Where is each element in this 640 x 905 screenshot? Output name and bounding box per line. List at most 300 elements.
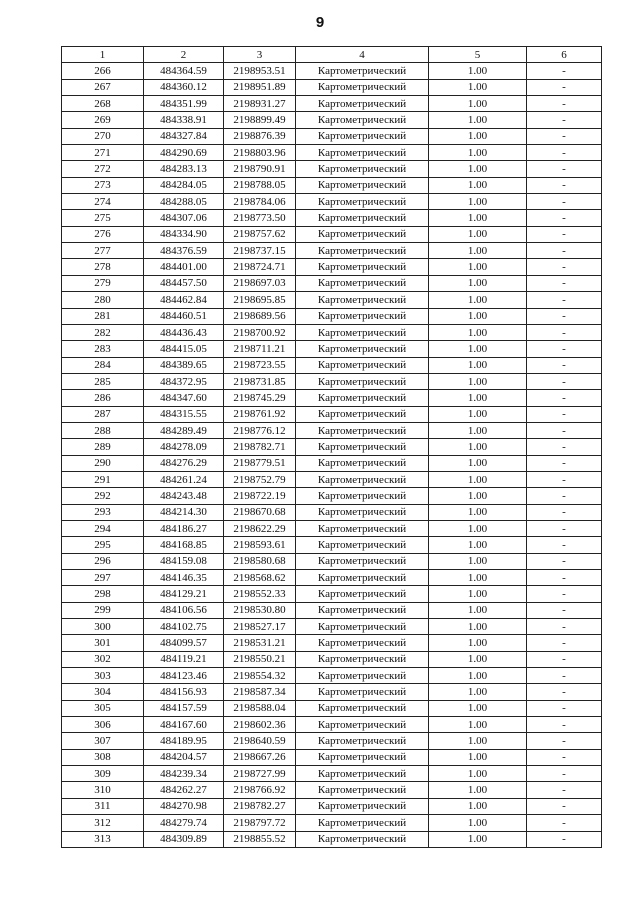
method-cell: Картометрический	[296, 243, 429, 259]
method-cell: Картометрический	[296, 226, 429, 242]
point-number-cell: 269	[62, 112, 144, 128]
x-coordinate-cell: 484189.95	[144, 733, 224, 749]
point-number-cell: 283	[62, 341, 144, 357]
description-cell: -	[527, 79, 602, 95]
x-coordinate-cell: 484239.34	[144, 766, 224, 782]
coordinates-table	[61, 46, 602, 848]
point-number-cell: 300	[62, 619, 144, 635]
point-number-cell: 282	[62, 324, 144, 340]
method-cell: Картометрический	[296, 717, 429, 733]
x-coordinate-cell: 484309.89	[144, 831, 224, 847]
point-number-cell: 297	[62, 570, 144, 586]
accuracy-cell: 1.00	[429, 668, 527, 684]
description-cell: -	[527, 749, 602, 765]
y-coordinate-cell: 2198587.34	[224, 684, 296, 700]
point-number-cell: 274	[62, 194, 144, 210]
point-number-cell: 311	[62, 798, 144, 814]
description-cell: -	[527, 390, 602, 406]
x-coordinate-cell: 484364.59	[144, 63, 224, 79]
method-cell: Картометрический	[296, 471, 429, 487]
point-number-cell: 292	[62, 488, 144, 504]
table-row	[62, 177, 602, 193]
y-coordinate-cell: 2198784.06	[224, 194, 296, 210]
x-coordinate-cell: 484460.51	[144, 308, 224, 324]
table-row	[62, 161, 602, 177]
method-cell: Картометрический	[296, 112, 429, 128]
x-coordinate-cell: 484290.69	[144, 145, 224, 161]
description-cell: -	[527, 194, 602, 210]
description-cell: -	[527, 341, 602, 357]
table-row	[62, 439, 602, 455]
y-coordinate-cell: 2198788.05	[224, 177, 296, 193]
point-number-cell: 275	[62, 210, 144, 226]
y-coordinate-cell: 2198899.49	[224, 112, 296, 128]
point-number-cell: 308	[62, 749, 144, 765]
x-coordinate-cell: 484289.49	[144, 422, 224, 438]
point-number-cell: 302	[62, 651, 144, 667]
x-coordinate-cell: 484159.08	[144, 553, 224, 569]
description-cell: -	[527, 537, 602, 553]
x-coordinate-cell: 484401.00	[144, 259, 224, 275]
x-coordinate-cell: 484327.84	[144, 128, 224, 144]
point-number-cell: 309	[62, 766, 144, 782]
description-cell: -	[527, 520, 602, 536]
y-coordinate-cell: 2198731.85	[224, 373, 296, 389]
column-header: 5	[429, 47, 527, 63]
table-row	[62, 324, 602, 340]
y-coordinate-cell: 2198593.61	[224, 537, 296, 553]
description-cell: -	[527, 357, 602, 373]
table-row	[62, 553, 602, 569]
table-header-row	[62, 47, 602, 63]
table-row	[62, 292, 602, 308]
y-coordinate-cell: 2198782.27	[224, 798, 296, 814]
y-coordinate-cell: 2198790.91	[224, 161, 296, 177]
description-cell: -	[527, 112, 602, 128]
description-cell: -	[527, 684, 602, 700]
table-row	[62, 619, 602, 635]
y-coordinate-cell: 2198695.85	[224, 292, 296, 308]
description-cell: -	[527, 96, 602, 112]
y-coordinate-cell: 2198550.21	[224, 651, 296, 667]
accuracy-cell: 1.00	[429, 439, 527, 455]
accuracy-cell: 1.00	[429, 782, 527, 798]
y-coordinate-cell: 2198951.89	[224, 79, 296, 95]
table-row	[62, 651, 602, 667]
description-cell: -	[527, 668, 602, 684]
y-coordinate-cell: 2198670.68	[224, 504, 296, 520]
accuracy-cell: 1.00	[429, 128, 527, 144]
x-coordinate-cell: 484376.59	[144, 243, 224, 259]
accuracy-cell: 1.00	[429, 259, 527, 275]
accuracy-cell: 1.00	[429, 651, 527, 667]
description-cell: -	[527, 700, 602, 716]
accuracy-cell: 1.00	[429, 145, 527, 161]
x-coordinate-cell: 484119.21	[144, 651, 224, 667]
table-row	[62, 275, 602, 291]
point-number-cell: 285	[62, 373, 144, 389]
accuracy-cell: 1.00	[429, 635, 527, 651]
table-row	[62, 210, 602, 226]
table-row	[62, 96, 602, 112]
y-coordinate-cell: 2198803.96	[224, 145, 296, 161]
y-coordinate-cell: 2198554.32	[224, 668, 296, 684]
accuracy-cell: 1.00	[429, 292, 527, 308]
point-number-cell: 286	[62, 390, 144, 406]
table-row	[62, 635, 602, 651]
method-cell: Картометрический	[296, 308, 429, 324]
x-coordinate-cell: 484099.57	[144, 635, 224, 651]
table-row	[62, 422, 602, 438]
x-coordinate-cell: 484288.05	[144, 194, 224, 210]
method-cell: Картометрический	[296, 194, 429, 210]
method-cell: Картометрический	[296, 684, 429, 700]
x-coordinate-cell: 484168.85	[144, 537, 224, 553]
accuracy-cell: 1.00	[429, 308, 527, 324]
method-cell: Картометрический	[296, 570, 429, 586]
method-cell: Картометрический	[296, 733, 429, 749]
description-cell: -	[527, 782, 602, 798]
description-cell: -	[527, 504, 602, 520]
point-number-cell: 276	[62, 226, 144, 242]
y-coordinate-cell: 2198531.21	[224, 635, 296, 651]
table-row	[62, 602, 602, 618]
point-number-cell: 307	[62, 733, 144, 749]
y-coordinate-cell: 2198855.52	[224, 831, 296, 847]
description-cell: -	[527, 733, 602, 749]
table-row	[62, 537, 602, 553]
x-coordinate-cell: 484351.99	[144, 96, 224, 112]
y-coordinate-cell: 2198752.79	[224, 471, 296, 487]
y-coordinate-cell: 2198797.72	[224, 815, 296, 831]
description-cell: -	[527, 161, 602, 177]
method-cell: Картометрический	[296, 259, 429, 275]
x-coordinate-cell: 484338.91	[144, 112, 224, 128]
accuracy-cell: 1.00	[429, 700, 527, 716]
accuracy-cell: 1.00	[429, 717, 527, 733]
table-row	[62, 488, 602, 504]
accuracy-cell: 1.00	[429, 798, 527, 814]
method-cell: Картометрический	[296, 96, 429, 112]
description-cell: -	[527, 145, 602, 161]
method-cell: Картометрический	[296, 292, 429, 308]
description-cell: -	[527, 292, 602, 308]
method-cell: Картометрический	[296, 766, 429, 782]
method-cell: Картометрический	[296, 210, 429, 226]
accuracy-cell: 1.00	[429, 406, 527, 422]
y-coordinate-cell: 2198757.62	[224, 226, 296, 242]
x-coordinate-cell: 484279.74	[144, 815, 224, 831]
accuracy-cell: 1.00	[429, 341, 527, 357]
x-coordinate-cell: 484360.12	[144, 79, 224, 95]
method-cell: Картометрический	[296, 439, 429, 455]
table-row	[62, 226, 602, 242]
y-coordinate-cell: 2198530.80	[224, 602, 296, 618]
table-row	[62, 373, 602, 389]
accuracy-cell: 1.00	[429, 520, 527, 536]
y-coordinate-cell: 2198876.39	[224, 128, 296, 144]
column-header: 1	[62, 47, 144, 63]
x-coordinate-cell: 484389.65	[144, 357, 224, 373]
x-coordinate-cell: 484415.05	[144, 341, 224, 357]
method-cell: Картометрический	[296, 161, 429, 177]
method-cell: Картометрический	[296, 488, 429, 504]
description-cell: -	[527, 63, 602, 79]
accuracy-cell: 1.00	[429, 96, 527, 112]
y-coordinate-cell: 2198697.03	[224, 275, 296, 291]
accuracy-cell: 1.00	[429, 275, 527, 291]
x-coordinate-cell: 484372.95	[144, 373, 224, 389]
x-coordinate-cell: 484276.29	[144, 455, 224, 471]
table-row	[62, 194, 602, 210]
y-coordinate-cell: 2198931.27	[224, 96, 296, 112]
x-coordinate-cell: 484156.93	[144, 684, 224, 700]
method-cell: Картометрический	[296, 586, 429, 602]
accuracy-cell: 1.00	[429, 194, 527, 210]
y-coordinate-cell: 2198640.59	[224, 733, 296, 749]
point-number-cell: 310	[62, 782, 144, 798]
x-coordinate-cell: 484167.60	[144, 717, 224, 733]
point-number-cell: 293	[62, 504, 144, 520]
description-cell: -	[527, 439, 602, 455]
accuracy-cell: 1.00	[429, 504, 527, 520]
accuracy-cell: 1.00	[429, 553, 527, 569]
method-cell: Картометрический	[296, 668, 429, 684]
table-row	[62, 128, 602, 144]
table-row	[62, 749, 602, 765]
y-coordinate-cell: 2198766.92	[224, 782, 296, 798]
table-row	[62, 570, 602, 586]
accuracy-cell: 1.00	[429, 766, 527, 782]
y-coordinate-cell: 2198602.36	[224, 717, 296, 733]
y-coordinate-cell: 2198700.92	[224, 324, 296, 340]
point-number-cell: 288	[62, 422, 144, 438]
method-cell: Картометрический	[296, 341, 429, 357]
table-row	[62, 308, 602, 324]
accuracy-cell: 1.00	[429, 815, 527, 831]
column-header: 6	[527, 47, 602, 63]
description-cell: -	[527, 406, 602, 422]
y-coordinate-cell: 2198737.15	[224, 243, 296, 259]
point-number-cell: 277	[62, 243, 144, 259]
method-cell: Картометрический	[296, 177, 429, 193]
method-cell: Картометрический	[296, 406, 429, 422]
accuracy-cell: 1.00	[429, 357, 527, 373]
table-row	[62, 700, 602, 716]
method-cell: Картометрический	[296, 831, 429, 847]
accuracy-cell: 1.00	[429, 422, 527, 438]
point-number-cell: 284	[62, 357, 144, 373]
y-coordinate-cell: 2198724.71	[224, 259, 296, 275]
table-row	[62, 455, 602, 471]
description-cell: -	[527, 602, 602, 618]
description-cell: -	[527, 373, 602, 389]
x-coordinate-cell: 484307.06	[144, 210, 224, 226]
point-number-cell: 287	[62, 406, 144, 422]
description-cell: -	[527, 275, 602, 291]
method-cell: Картометрический	[296, 324, 429, 340]
method-cell: Картометрический	[296, 422, 429, 438]
table-row	[62, 79, 602, 95]
accuracy-cell: 1.00	[429, 831, 527, 847]
accuracy-cell: 1.00	[429, 210, 527, 226]
accuracy-cell: 1.00	[429, 488, 527, 504]
description-cell: -	[527, 308, 602, 324]
y-coordinate-cell: 2198953.51	[224, 63, 296, 79]
y-coordinate-cell: 2198776.12	[224, 422, 296, 438]
table-row	[62, 668, 602, 684]
point-number-cell: 296	[62, 553, 144, 569]
table-row	[62, 341, 602, 357]
method-cell: Картометрический	[296, 815, 429, 831]
method-cell: Картометрический	[296, 373, 429, 389]
y-coordinate-cell: 2198580.68	[224, 553, 296, 569]
description-cell: -	[527, 619, 602, 635]
description-cell: -	[527, 635, 602, 651]
table-body	[62, 63, 602, 848]
y-coordinate-cell: 2198782.71	[224, 439, 296, 455]
accuracy-cell: 1.00	[429, 390, 527, 406]
x-coordinate-cell: 484243.48	[144, 488, 224, 504]
accuracy-cell: 1.00	[429, 684, 527, 700]
description-cell: -	[527, 831, 602, 847]
method-cell: Картометрический	[296, 504, 429, 520]
table-row	[62, 63, 602, 79]
description-cell: -	[527, 243, 602, 259]
y-coordinate-cell: 2198552.33	[224, 586, 296, 602]
table-row	[62, 243, 602, 259]
method-cell: Картометрический	[296, 79, 429, 95]
point-number-cell: 270	[62, 128, 144, 144]
x-coordinate-cell: 484146.35	[144, 570, 224, 586]
method-cell: Картометрический	[296, 700, 429, 716]
x-coordinate-cell: 484334.90	[144, 226, 224, 242]
point-number-cell: 299	[62, 602, 144, 618]
point-number-cell: 304	[62, 684, 144, 700]
point-number-cell: 291	[62, 471, 144, 487]
table-row	[62, 733, 602, 749]
x-coordinate-cell: 484347.60	[144, 390, 224, 406]
accuracy-cell: 1.00	[429, 455, 527, 471]
method-cell: Картометрический	[296, 537, 429, 553]
method-cell: Картометрический	[296, 782, 429, 798]
x-coordinate-cell: 484457.50	[144, 275, 224, 291]
page-number: 9	[315, 14, 325, 31]
x-coordinate-cell: 484157.59	[144, 700, 224, 716]
method-cell: Картометрический	[296, 651, 429, 667]
y-coordinate-cell: 2198588.04	[224, 700, 296, 716]
point-number-cell: 271	[62, 145, 144, 161]
point-number-cell: 298	[62, 586, 144, 602]
column-header: 3	[224, 47, 296, 63]
point-number-cell: 295	[62, 537, 144, 553]
table-row	[62, 782, 602, 798]
y-coordinate-cell: 2198773.50	[224, 210, 296, 226]
table-row	[62, 717, 602, 733]
point-number-cell: 290	[62, 455, 144, 471]
y-coordinate-cell: 2198667.26	[224, 749, 296, 765]
y-coordinate-cell: 2198722.19	[224, 488, 296, 504]
description-cell: -	[527, 815, 602, 831]
method-cell: Картометрический	[296, 145, 429, 161]
accuracy-cell: 1.00	[429, 324, 527, 340]
method-cell: Картометрический	[296, 275, 429, 291]
table-row	[62, 766, 602, 782]
accuracy-cell: 1.00	[429, 373, 527, 389]
accuracy-cell: 1.00	[429, 570, 527, 586]
description-cell: -	[527, 324, 602, 340]
description-cell: -	[527, 798, 602, 814]
description-cell: -	[527, 226, 602, 242]
accuracy-cell: 1.00	[429, 619, 527, 635]
description-cell: -	[527, 471, 602, 487]
accuracy-cell: 1.00	[429, 161, 527, 177]
method-cell: Картометрический	[296, 749, 429, 765]
point-number-cell: 294	[62, 520, 144, 536]
point-number-cell: 278	[62, 259, 144, 275]
point-number-cell: 267	[62, 79, 144, 95]
description-cell: -	[527, 717, 602, 733]
point-number-cell: 313	[62, 831, 144, 847]
y-coordinate-cell: 2198723.55	[224, 357, 296, 373]
method-cell: Картометрический	[296, 128, 429, 144]
description-cell: -	[527, 586, 602, 602]
table-row	[62, 504, 602, 520]
accuracy-cell: 1.00	[429, 471, 527, 487]
description-cell: -	[527, 128, 602, 144]
y-coordinate-cell: 2198745.29	[224, 390, 296, 406]
y-coordinate-cell: 2198761.92	[224, 406, 296, 422]
point-number-cell: 280	[62, 292, 144, 308]
x-coordinate-cell: 484262.27	[144, 782, 224, 798]
method-cell: Картометрический	[296, 602, 429, 618]
y-coordinate-cell: 2198622.29	[224, 520, 296, 536]
description-cell: -	[527, 177, 602, 193]
x-coordinate-cell: 484204.57	[144, 749, 224, 765]
table-row	[62, 112, 602, 128]
point-number-cell: 273	[62, 177, 144, 193]
table-row	[62, 520, 602, 536]
method-cell: Картометрический	[296, 635, 429, 651]
description-cell: -	[527, 488, 602, 504]
accuracy-cell: 1.00	[429, 112, 527, 128]
description-cell: -	[527, 651, 602, 667]
table-row	[62, 357, 602, 373]
point-number-cell: 266	[62, 63, 144, 79]
x-coordinate-cell: 484315.55	[144, 406, 224, 422]
y-coordinate-cell: 2198527.17	[224, 619, 296, 635]
point-number-cell: 305	[62, 700, 144, 716]
y-coordinate-cell: 2198727.99	[224, 766, 296, 782]
x-coordinate-cell: 484214.30	[144, 504, 224, 520]
point-number-cell: 301	[62, 635, 144, 651]
accuracy-cell: 1.00	[429, 749, 527, 765]
accuracy-cell: 1.00	[429, 586, 527, 602]
table-row	[62, 815, 602, 831]
description-cell: -	[527, 455, 602, 471]
method-cell: Картометрический	[296, 63, 429, 79]
point-number-cell: 268	[62, 96, 144, 112]
point-number-cell: 289	[62, 439, 144, 455]
accuracy-cell: 1.00	[429, 733, 527, 749]
table-row	[62, 586, 602, 602]
description-cell: -	[527, 553, 602, 569]
point-number-cell: 312	[62, 815, 144, 831]
point-number-cell: 281	[62, 308, 144, 324]
x-coordinate-cell: 484129.21	[144, 586, 224, 602]
accuracy-cell: 1.00	[429, 226, 527, 242]
accuracy-cell: 1.00	[429, 177, 527, 193]
